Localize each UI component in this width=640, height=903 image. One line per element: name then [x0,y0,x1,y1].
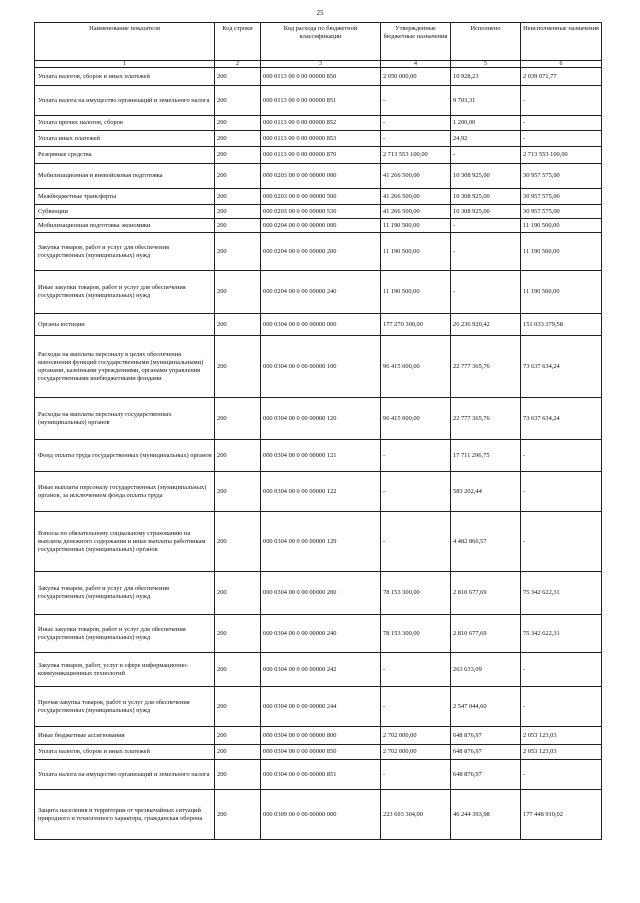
table-row [35,760,602,790]
row-classification-code: 000 0113 00 0 00 00000 870 [261,147,381,164]
row-line-code: 200 [215,472,261,512]
row-line-code: 200 [215,86,261,116]
row-classification-code: 000 0113 00 0 00 00000 850 [261,68,381,86]
row-approved-amount: - [381,131,451,147]
row-line-code: 200 [215,147,261,164]
row-unexecuted-amount: 11 190 500,00 [521,271,602,314]
table-header-row [35,23,602,61]
table-row [35,164,602,189]
row-line-code: 200 [215,687,261,727]
table-row [35,147,602,164]
row-unexecuted-amount: 2 053 123,03 [521,745,602,760]
row-indicator-name: Уплата налога на имущество организаций и земельного налога [35,86,215,116]
column-number: 3 [261,61,381,68]
row-line-code: 200 [215,314,261,336]
table-row [35,271,602,314]
table-row [35,219,602,233]
header-unexecuted-appropriations: Неисполненные назначения [521,23,602,61]
table-row [35,727,602,745]
table-row [35,653,602,687]
row-executed-amount: 648 876,97 [451,745,521,760]
row-unexecuted-amount: - [521,86,602,116]
row-executed-amount: 4 482 866,57 [451,512,521,572]
row-executed-amount: - [451,271,521,314]
row-executed-amount: 22 777 365,76 [451,336,521,398]
row-unexecuted-amount: - [521,440,602,472]
row-indicator-name: Защита населения и территории от чрезвычайных ситуаций природного и техногенного характера, гражданская оборона [35,790,215,840]
column-number: 5 [451,61,521,68]
table-row [35,440,602,472]
row-unexecuted-amount: 75 342 622,31 [521,615,602,653]
table-row [35,116,602,131]
table-row [35,472,602,512]
row-line-code: 200 [215,745,261,760]
row-indicator-name: Иные закупки товаров, работ и услуг для обеспечения государственных (муниципальных) нужд [35,615,215,653]
row-unexecuted-amount: - [521,760,602,790]
row-line-code: 200 [215,233,261,271]
row-line-code: 200 [215,727,261,745]
row-executed-amount: 648 876,97 [451,727,521,745]
row-unexecuted-amount: - [521,687,602,727]
row-indicator-name: Закупка товаров, работ и услуг для обеспечения государственных (муниципальных) нужд [35,233,215,271]
header-budget-classification-code: Код расхода по бюджетной классификации [261,23,381,61]
row-approved-amount: - [381,116,451,131]
row-classification-code: 000 0113 00 0 00 00000 853 [261,131,381,147]
row-executed-amount: 17 711 296,75 [451,440,521,472]
row-classification-code: 000 0304 00 0 00 00000 121 [261,440,381,472]
column-number: 2 [215,61,261,68]
row-executed-amount: 10 308 925,00 [451,189,521,205]
table-row [35,86,602,116]
row-approved-amount: 11 190 500,00 [381,233,451,271]
row-unexecuted-amount: 2 053 123,03 [521,727,602,745]
table-row [35,615,602,653]
row-approved-amount: - [381,472,451,512]
row-approved-amount: 41 266 500,00 [381,189,451,205]
row-executed-amount: 24,92 [451,131,521,147]
row-indicator-name: Уплата налогов, сборов и иных платежей [35,68,215,86]
row-executed-amount: 648 876,97 [451,760,521,790]
row-approved-amount: 223 693 304,00 [381,790,451,840]
row-indicator-name: Фонд оплаты труда государственных (муниципальных) органов [35,440,215,472]
row-indicator-name: Закупка товаров, работ, услуг в сфере информационно-коммуникационных технологий [35,653,215,687]
row-approved-amount: 96 415 000,00 [381,336,451,398]
row-line-code: 200 [215,760,261,790]
row-approved-amount: 2 702 000,00 [381,745,451,760]
row-line-code: 200 [215,398,261,440]
row-unexecuted-amount: 151 033 379,58 [521,314,602,336]
row-approved-amount: 41 266 500,00 [381,205,451,219]
row-executed-amount: 583 202,44 [451,472,521,512]
row-classification-code: 000 0304 00 0 00 00000 122 [261,472,381,512]
row-line-code: 200 [215,440,261,472]
row-classification-code: 000 0204 00 0 00 00000 000 [261,219,381,233]
row-line-code: 200 [215,615,261,653]
row-line-code: 200 [215,271,261,314]
row-approved-amount: 2 702 000,00 [381,727,451,745]
row-line-code: 200 [215,131,261,147]
row-classification-code: 000 0304 00 0 00 00000 129 [261,512,381,572]
row-unexecuted-amount: - [521,512,602,572]
row-classification-code: 000 0204 00 0 00 00000 240 [261,271,381,314]
row-line-code: 200 [215,512,261,572]
row-executed-amount: - [451,233,521,271]
row-executed-amount: 46 244 393,98 [451,790,521,840]
row-unexecuted-amount: 75 342 622,31 [521,572,602,615]
row-approved-amount: 177 270 300,00 [381,314,451,336]
row-approved-amount: 11 190 500,00 [381,219,451,233]
table-row [35,572,602,615]
row-executed-amount: 2 810 677,69 [451,615,521,653]
row-indicator-name: Мобилизационная и вневойсковая подготовка [35,164,215,189]
row-executed-amount: 10 928,23 [451,68,521,86]
row-indicator-name: Иные закупки товаров, работ и услуг для обеспечения государственных (муниципальных) нужд [35,271,215,314]
row-classification-code: 000 0304 00 0 00 00000 100 [261,336,381,398]
table-row [35,205,602,219]
table-row [35,398,602,440]
table-row [35,687,602,727]
row-classification-code: 000 0309 00 0 00 00000 000 [261,790,381,840]
row-line-code: 200 [215,336,261,398]
table-row [35,68,602,86]
column-number-row [35,61,602,68]
row-executed-amount: 9 703,31 [451,86,521,116]
row-line-code: 200 [215,164,261,189]
row-executed-amount: 26 236 920,42 [451,314,521,336]
row-unexecuted-amount: 73 637 634,24 [521,336,602,398]
page-number: 25 [316,9,324,17]
row-unexecuted-amount: - [521,472,602,512]
row-indicator-name: Прочая закупка товаров, работ и услуг для обеспечения государственных (муниципальных) нужд [35,687,215,727]
row-indicator-name: Закупка товаров, работ и услуг для обеспечения государственных (муниципальных) нужд [35,572,215,615]
column-number: 6 [521,61,602,68]
header-executed: Исполнено [451,23,521,61]
row-unexecuted-amount: - [521,653,602,687]
table-row [35,336,602,398]
row-approved-amount: - [381,760,451,790]
column-number: 1 [35,61,215,68]
row-approved-amount: - [381,440,451,472]
row-indicator-name: Взносы по обязательному социальному страхованию на выплаты денежного содержания и иные выплаты работникам государственных (муниципальных) органов [35,512,215,572]
row-indicator-name: Мобилизационная подготовка экономики [35,219,215,233]
row-indicator-name: Уплата налогов, сборов и иных платежей [35,745,215,760]
row-executed-amount: 22 777 365,76 [451,398,521,440]
header-line-code: Код строки [215,23,261,61]
row-unexecuted-amount: - [521,131,602,147]
row-approved-amount: 11 190 500,00 [381,271,451,314]
row-executed-amount: 1 200,00 [451,116,521,131]
row-line-code: 200 [215,205,261,219]
row-executed-amount: 2 810 677,69 [451,572,521,615]
row-unexecuted-amount: 11 190 500,00 [521,233,602,271]
row-classification-code: 000 0304 00 0 00 00000 242 [261,653,381,687]
row-approved-amount: 96 415 000,00 [381,398,451,440]
row-approved-amount: - [381,86,451,116]
row-executed-amount: 10 308 925,00 [451,164,521,189]
row-indicator-name: Органы юстиции [35,314,215,336]
row-line-code: 200 [215,653,261,687]
table-row [35,512,602,572]
column-number: 4 [381,61,451,68]
row-approved-amount: 78 153 300,00 [381,615,451,653]
row-unexecuted-amount: 30 957 575,00 [521,164,602,189]
row-classification-code: 000 0203 00 0 00 00000 000 [261,164,381,189]
table-row [35,745,602,760]
row-approved-amount: - [381,653,451,687]
row-line-code: 200 [215,219,261,233]
row-unexecuted-amount: 11 190 500,00 [521,219,602,233]
row-line-code: 200 [215,790,261,840]
row-approved-amount: 2 713 553 100,00 [381,147,451,164]
header-approved-appropriations: Утвержденные бюджетные назначения [381,23,451,61]
row-executed-amount: - [451,147,521,164]
row-classification-code: 000 0113 00 0 00 00000 852 [261,116,381,131]
row-classification-code: 000 0304 00 0 00 00000 120 [261,398,381,440]
row-classification-code: 000 0304 00 0 00 00000 851 [261,760,381,790]
row-executed-amount: - [451,219,521,233]
row-classification-code: 000 0203 00 0 00 00000 500 [261,189,381,205]
row-approved-amount: - [381,512,451,572]
row-classification-code: 000 0304 00 0 00 00000 244 [261,687,381,727]
row-classification-code: 000 0204 00 0 00 00000 200 [261,233,381,271]
row-classification-code: 000 0304 00 0 00 00000 000 [261,314,381,336]
table-row [35,189,602,205]
row-executed-amount: 10 308 925,00 [451,205,521,219]
row-classification-code: 000 0304 00 0 00 00000 800 [261,727,381,745]
row-unexecuted-amount: 2 713 553 100,00 [521,147,602,164]
row-unexecuted-amount: - [521,116,602,131]
row-classification-code: 000 0304 00 0 00 00000 240 [261,615,381,653]
row-indicator-name: Уплата налога на имущество организаций и земельного налога [35,760,215,790]
row-approved-amount: - [381,687,451,727]
row-line-code: 200 [215,572,261,615]
row-approved-amount: 78 153 300,00 [381,572,451,615]
row-executed-amount: 2 547 044,60 [451,687,521,727]
table-row [35,233,602,271]
row-classification-code: 000 0113 00 0 00 00000 851 [261,86,381,116]
row-indicator-name: Иные выплаты персоналу государственных (муниципальных) органов, за исключением фонда оплаты труда [35,472,215,512]
row-classification-code: 000 0304 00 0 00 00000 850 [261,745,381,760]
row-indicator-name: Расходы на выплаты персоналу в целях обеспечения выполнения функций государственными (муниципальными) органами, казенными учреждениями, органами управления государственными внебюджетными фондами [35,336,215,398]
row-line-code: 200 [215,68,261,86]
row-line-code: 200 [215,189,261,205]
row-approved-amount: 2 050 000,00 [381,68,451,86]
table-row [35,790,602,840]
row-executed-amount: 263 633,09 [451,653,521,687]
row-indicator-name: Субвенции [35,205,215,219]
row-unexecuted-amount: 30 957 575,00 [521,189,602,205]
row-unexecuted-amount: 177 448 910,02 [521,790,602,840]
row-unexecuted-amount: 73 637 634,24 [521,398,602,440]
row-unexecuted-amount: 30 957 575,00 [521,205,602,219]
row-line-code: 200 [215,116,261,131]
row-classification-code: 000 0304 00 0 00 00000 200 [261,572,381,615]
row-indicator-name: Уплата прочих налогов, сборов [35,116,215,131]
row-classification-code: 000 0203 00 0 00 00000 530 [261,205,381,219]
table-row [35,314,602,336]
row-approved-amount: 41 266 500,00 [381,164,451,189]
budget-execution-table [34,22,602,840]
row-indicator-name: Иные бюджетные ассигнования [35,727,215,745]
row-indicator-name: Уплата иных платежей [35,131,215,147]
row-indicator-name: Расходы на выплаты персоналу государственных (муниципальных) органов [35,398,215,440]
row-indicator-name: Межбюджетные трансферты [35,189,215,205]
table-row [35,131,602,147]
row-unexecuted-amount: 2 039 071,77 [521,68,602,86]
header-indicator-name: Наименование показателя [35,23,215,61]
row-indicator-name: Резервные средства [35,147,215,164]
